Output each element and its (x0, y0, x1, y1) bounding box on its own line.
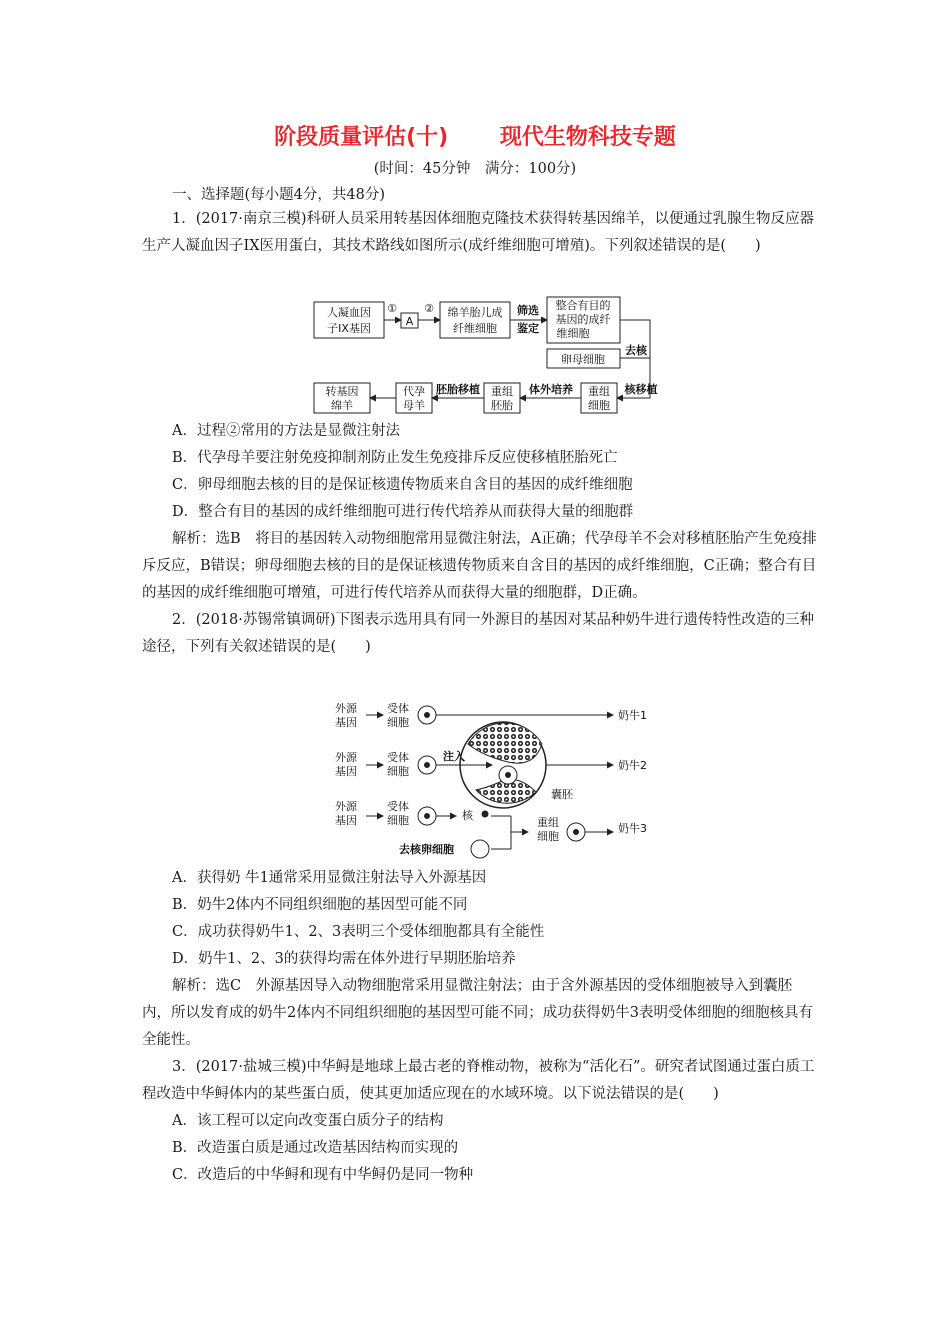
inject-label: 注入 (443, 750, 465, 763)
cow2-label: 奶牛2 (618, 759, 647, 772)
q2-option-c: C．成功获得奶牛1、2、3表明三个受体细胞都具有全能性 (172, 924, 545, 940)
page-title (0, 120, 950, 151)
q2-analysis: 解析：选C 外源基因导入动物细胞常采用显微注射法；由于含外源基因的受体细胞被导入到囊胚内，所以发育成的奶牛2体内不同组织细胞的基因型可能不同；成功获得奶牛3表明受体细胞的细胞核具有全能性。 (142, 978, 813, 1048)
target-l1: 整合有目的 (555, 299, 611, 312)
q1-diagram (310, 294, 670, 418)
nucleus-label: 核 (462, 809, 473, 822)
fib-l1: 绵羊胎儿成 (447, 306, 503, 319)
fib-l2: 纤维细胞 (453, 322, 497, 335)
factor-l2: 子IX基因 (327, 322, 371, 335)
q2-option-d: D．奶牛1、2、3的获得均需在体外进行早期胚胎培养 (172, 951, 516, 967)
gene1-l2: 基因 (335, 716, 357, 729)
a-label: A (405, 315, 414, 328)
target-l2: 基因的成纤 (555, 313, 611, 326)
cow3-label: 奶牛3 (618, 822, 647, 835)
screen-l1: 筛选 (517, 304, 539, 317)
q3-option-b: B．改造蛋白质是通过改造基因结构而实现的 (172, 1140, 459, 1156)
step2-label: ② (424, 302, 434, 315)
enuc-egg-label: 去核卵细胞 (399, 843, 454, 856)
sur-l1: 代孕 (403, 385, 425, 398)
recv2-l2: 细胞 (387, 765, 409, 778)
blasto-label: 囊胚 (551, 788, 573, 801)
enucleate-label: 去核 (625, 344, 647, 357)
q1-stem-block (142, 206, 818, 260)
enucleated-egg (471, 840, 489, 858)
nucleus-dot (482, 811, 488, 817)
re-l2: 胚胎 (491, 399, 513, 412)
q1-option-b: B．代孕母羊要注射免疫抑制剂防止发生免疫排斥反应使移植胚胎死亡 (172, 450, 618, 466)
gene2-l2: 基因 (335, 765, 357, 778)
et-label: 胚胎移植 (436, 383, 480, 396)
time-line: (时间：45分钟 满分：100分) (373, 161, 577, 177)
q1-stem: 1．(2017·南京三模)科研人员采用转基因体细胞克隆技术获得转基因绵羊，以便通过乳腺生物反应器生产人凝血因子IX医用蛋白，其技术路线如图所示(成纤维细胞可增殖)。下列叙述错误的是( ) (142, 211, 815, 254)
recv2-l1: 受体 (387, 751, 409, 764)
rc3-l2: 细胞 (537, 830, 559, 843)
recv1-l1: 受体 (387, 702, 409, 715)
rc-l1: 重组 (588, 385, 610, 398)
re-l1: 重组 (491, 385, 513, 398)
q1-option-a: A．过程②常用的方法是显微注射法 (172, 423, 400, 439)
cow1-label: 奶牛1 (618, 709, 647, 722)
rc-l2: 细胞 (588, 399, 610, 412)
recv1-l2: 细胞 (387, 716, 409, 729)
q1-analysis: 解析：选B 将目的基因转入动物细胞常用显微注射法，A正确；代孕母羊不会对移植胚胎产生免疫排斥反应，B错误；卵母细胞去核的目的是保证核遗传物质来自含目的基因的成纤维细胞，C正确；整合有目的基因的成纤维细胞可增殖，可进行传代培养从而获得大量的细胞群，D正确。 (142, 531, 817, 601)
q1-option-c: C．卵母细胞去核的目的是保证核遗传物质来自含目的基因的成纤维细胞 (172, 477, 633, 493)
q1-option-d: D．整合有目的基因的成纤维细胞可进行传代培养从而获得大量的细胞群 (172, 504, 634, 520)
culture-label: 体外培养 (529, 383, 573, 396)
q2-stem: 2．(2018·苏锡常镇调研)下图表示选用具有同一外源目的基因对某品种奶牛进行遗传特性改造的三种途径，下列有关叙述错误的是( ) (142, 612, 815, 655)
title-right: 现代生物科技专题 (499, 125, 676, 150)
step1-label: ① (387, 302, 397, 315)
q2-options-block (142, 865, 818, 1189)
q2-diagram (328, 698, 668, 864)
gene3-l2: 基因 (335, 814, 357, 827)
recv3-l2: 细胞 (387, 814, 409, 827)
factor-l1: 人凝血因 (327, 306, 371, 319)
q2-option-a: A．获得奶 牛1通常采用显微注射法导入外源基因 (172, 870, 487, 886)
q3-option-a: A．该工程可以定向改变蛋白质分子的结构 (172, 1113, 444, 1129)
section-heading: 一、选择题(每小题4分，共48分) (172, 187, 385, 203)
tg-l2: 绵羊 (331, 399, 353, 412)
q3-option-c: C．改造后的中华鲟和现有中华鲟仍是同一物种 (172, 1167, 474, 1183)
gene2-l1: 外源 (335, 751, 357, 764)
sur-l2: 母羊 (403, 399, 425, 412)
recv3-l1: 受体 (387, 800, 409, 813)
rc3-l1: 重组 (537, 816, 559, 829)
q2-option-b: B．奶牛2体内不同组织细胞的基因型可能不同 (172, 897, 468, 913)
title-left: 阶段质量评估(十) (274, 125, 449, 150)
tg-l1: 转基因 (325, 385, 359, 398)
screen-l2: 鉴定 (517, 322, 539, 335)
q3-stem: 3．(2017·盐城三模)中华鲟是地球上最古老的脊椎动物，被称为“活化石”。研究者试图通过蛋白质工程改造中华鲟体内的某些蛋白质，使其更加适应现在的水域环境。以下说法错误的是( ) (142, 1059, 815, 1102)
nt-label: 核移植 (624, 383, 658, 396)
gene3-l1: 外源 (335, 800, 357, 813)
gene1-l1: 外源 (335, 702, 357, 715)
target-l3: 维细胞 (556, 327, 590, 340)
egg-label: 卵母细胞 (561, 353, 605, 366)
q1-options-block (142, 418, 818, 661)
